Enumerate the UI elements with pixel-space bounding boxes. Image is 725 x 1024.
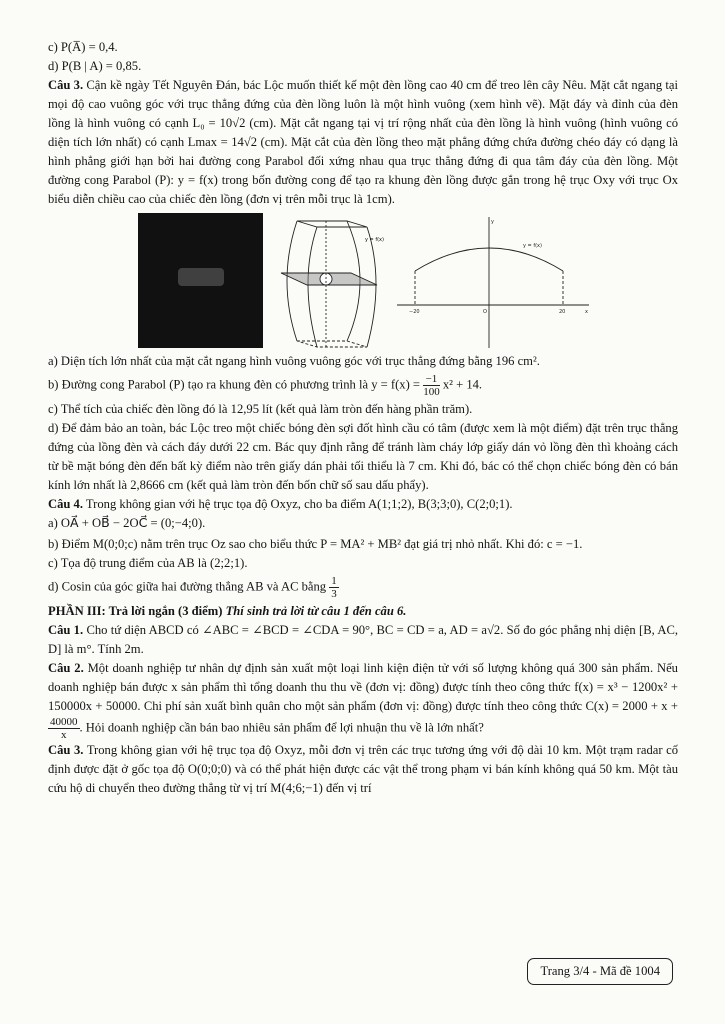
question-4-option-c: c) Tọa độ trung điểm của AB là (2;2;1). — [48, 556, 248, 570]
question-3-label: Câu 3. — [48, 78, 84, 92]
part-3-heading — [48, 602, 678, 621]
lantern-photo — [138, 213, 263, 348]
part-3-question-3 — [48, 741, 678, 798]
lantern-figure — [138, 213, 678, 348]
option-d-previous: d) P(B | A) = 0,85. — [48, 59, 142, 73]
question-4-option-d — [48, 575, 678, 600]
part-3-question-1 — [48, 621, 678, 659]
part-3-title: PHẦN III: Trả lời ngắn (3 điểm) — [48, 604, 223, 618]
graph-function-label: y = f(x) — [523, 243, 542, 249]
sketch-function-label: y = f(x) — [365, 237, 384, 243]
q4-d-text: d) Cosin của góc giữa hai đường thẳng AB và AC bằng — [48, 579, 327, 594]
p3-q2-tail: . Hỏi doanh nghiệp cần bán bao nhiêu sản phẩm để lợi nhuận thu về là lớn nhất? — [79, 720, 484, 735]
question-4-intro: Trong không gian với hệ trục tọa độ Oxyz, cho ba điểm A(1;1;2), B(3;3;0), C(2;0;1). — [85, 497, 513, 511]
q3-b-fraction — [423, 373, 440, 398]
p3-q2-fraction — [48, 716, 80, 741]
p3-q3-text: Trong không gian với hệ trục tọa độ Oxyz, mỗi đơn vị trên các trục tương ứng với độ dài 10 km. Một trạm radar cố định được đặt ở gốc tọa độ O(0;0;0) và có thể phát hiện được các vật thể trong phạm vi bán kính không quá 50 km. Một tàu cứu hộ di chuyển theo đường thẳng từ vị trí M(4;6;−1) đến vị trí — [48, 743, 679, 795]
question-3-option-a: a) Diện tích lớn nhất của mặt cắt ngang hình vuông vuông góc với trục thẳng đứng bằng 196 cm². — [48, 354, 540, 368]
question-4 — [48, 495, 678, 514]
part-3-note: Thí sinh trả lời từ câu 1 đến câu 6. — [225, 604, 407, 618]
q3-b-numerator: −1 — [423, 373, 440, 386]
question-4-option-b: b) Điểm M(0;0;c) nằm trên trục Oz sao cho biểu thức P = MA² + MB² đạt giá trị nhỏ nhất. Khi đó: c = −1. — [48, 537, 583, 551]
p3-q1-text: Cho tứ diện ABCD có ∠ABC = ∠BCD = ∠CDA = 90°, BC = CD = a, AD = a√2. Số đo góc phẳng nhị diện [B, AC, D] là m°. Tính 2m. — [48, 623, 678, 656]
q3-b-text: b) Đường cong Parabol (P) tạo ra khung đèn có phương trình là y = f(x) = — [48, 377, 421, 392]
page-content — [48, 38, 678, 798]
q4-d-fraction — [329, 575, 339, 600]
graph-y-axis-label: y — [491, 219, 494, 225]
page-footer: Trang 3/4 - Mã đề 1004 — [527, 958, 673, 985]
parabola-graph — [393, 213, 593, 348]
q3-b-denominator: 100 — [423, 386, 440, 398]
question-3-option-d: d) Để đảm bảo an toàn, bác Lộc treo một chiếc bóng đèn sợi đốt hình cầu có tâm (được xem là một điểm) đặt trên trục thẳng đứng của lồng đèn và cách đáy dưới 22 cm. Bác quy định rằng để tránh làm cháy lớp giấy dán vỏ lồng đèn thì khoảng cách từ bề mặt bóng đèn đến bất kỳ điểm nào trên giấy dán phải tối thiểu là 7 cm. Khi đó, bác có thể chọn chiếc bóng đèn có bán kính lớn nhất là 2,8666 cm (kết quả làm tròn đến bốn chữ số sau dấu phẩy). — [48, 421, 678, 492]
p3-q1-label: Câu 1. — [48, 623, 84, 637]
graph-tick-left: −20 — [409, 309, 420, 315]
option-c-previous: c) P(A̅) = 0,4. — [48, 40, 118, 54]
lantern-sketch — [269, 213, 387, 348]
p3-q2-numerator: 40000 — [50, 716, 78, 728]
q3-b-tail: x² + 14. — [442, 377, 483, 392]
question-4-label: Câu 4. — [48, 497, 83, 511]
p3-q2-denominator: x — [61, 729, 67, 741]
q4-d-denominator: 3 — [331, 588, 337, 600]
question-3-text: Cận kề ngày Tết Nguyên Đán, bác Lộc muốn thiết kế một đèn lồng cao 40 cm để treo lên cây Nêu. Mặt cắt ngang tại mọi độ cao vuông góc với trục thẳng đứng của đèn lồng luôn là một hình vuông (xem hình vẽ). Mặt đáy và đỉnh của đèn lồng là hình vuông có cạnh L₀ = 10√2 (cm). Mặt cắt ngang tại vị trí rộng nhất của đèn lồng là hình vuông (hình vuông có diện tích lớn nhất) có cạnh Lmax = 14√2 (cm). Mặt cắt của đèn lồng theo mặt phẳng đứng chứa đường chéo đáy có dạng là hình phẳng giới hạn bởi hai đường cong Parabol đối xứng nhau qua trục thẳng đứng đi qua tâm đáy của đèn lồng. Một đường cong Parabol (P): y = f(x) trong bốn đường cong để tạo ra khung đèn lồng được gắn trong hệ trục Oxy với trục Ox biểu diễn chiều cao của chiếc đèn lồng (đơn vị trên mỗi trục là 1cm). — [48, 78, 678, 206]
question-4-option-a: a) OA⃗ + OB⃗ − 2OC⃗ = (0;−4;0). — [48, 516, 206, 530]
p3-q3-label: Câu 3. — [48, 743, 84, 757]
p3-q2-label: Câu 2. — [48, 661, 84, 675]
part-3-question-2 — [48, 659, 678, 741]
graph-tick-right: 20 — [559, 309, 566, 315]
question-3-option-c: c) Thể tích của chiếc đèn lồng đó là 12,95 lít (kết quả làm tròn đến hàng phần trăm). — [48, 402, 473, 416]
q4-d-numerator: 1 — [331, 575, 337, 587]
p3-q2-text: Một doanh nghiệp tư nhân dự định sản xuất một loại linh kiện điện tử với số lượng không quá 300 sản phẩm. Nếu doanh nghiệp bán được x sản phẩm thì tổng doanh thu thu về (đơn vị: đồng) được tính theo công thức f(x) = x³ − 1200x² + 150000x + 50000. Chi phí sản xuất bình quân cho một sản phẩm (đơn vị: đồng) được tính theo công thức C(x) = 2000 + x + — [48, 661, 678, 713]
question-3-option-b — [48, 373, 678, 398]
graph-tick-origin: O — [483, 309, 487, 315]
graph-x-axis-label: x — [585, 309, 588, 315]
question-3 — [48, 76, 678, 209]
